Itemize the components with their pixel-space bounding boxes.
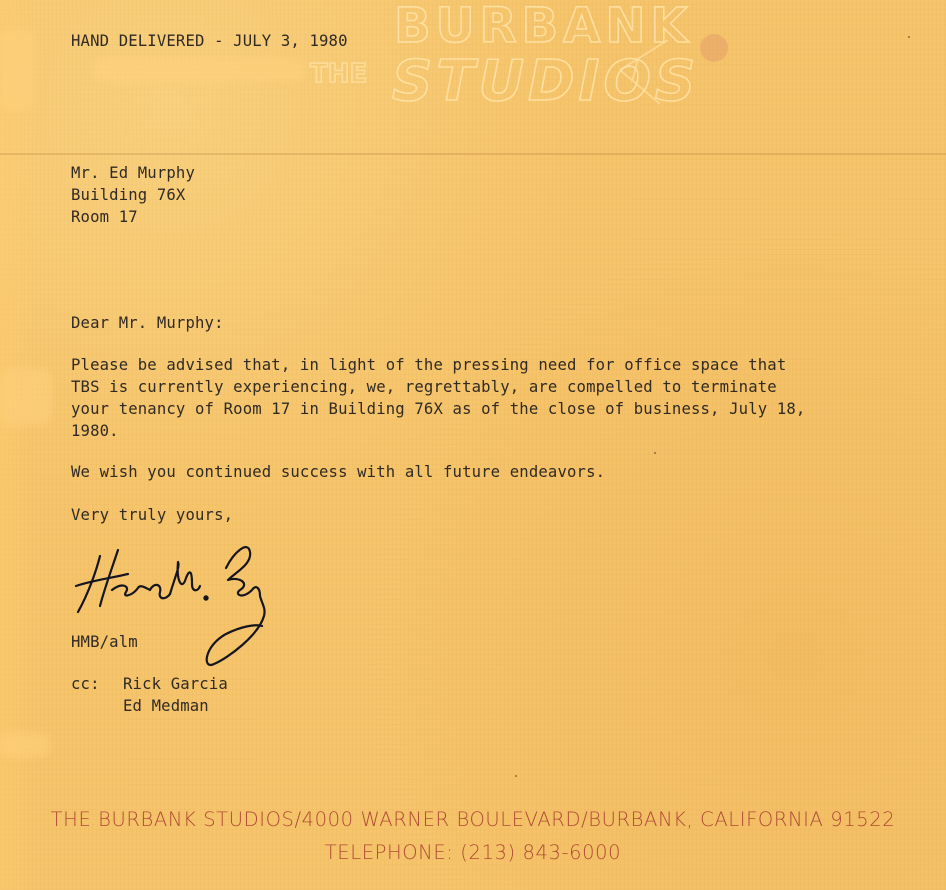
signature-stroke <box>76 574 128 586</box>
body-paragraph-2: We wish you continued success with all future endeavors. <box>71 463 606 481</box>
body-paragraph-1-line: your tenancy of Room 17 in Building 76X as of the close of business, July 18, <box>71 400 806 418</box>
recipient-room: Room 17 <box>71 208 138 226</box>
cc-name: Ed Medman <box>123 697 209 715</box>
body-paragraph-1-line: Please be advised that, in light of the pressing need for office space that <box>71 356 787 374</box>
closing: Very truly yours, <box>71 506 234 524</box>
salutation: Dear Mr. Murphy: <box>71 314 224 332</box>
paper-smudge <box>92 58 306 82</box>
paper-smudge <box>0 30 36 110</box>
logo-word-burbank: BURBANK <box>394 0 693 54</box>
body-paragraph-1-line: TBS is currently experiencing, we, regrettably, are compelled to terminate <box>71 378 777 396</box>
footer-address: THE BURBANK STUDIOS/4000 WARNER BOULEVARD/BURBANK, CALIFORNIA 91522 <box>50 808 896 831</box>
embossed-letterhead-logo <box>308 0 728 110</box>
delivery-line: HAND DELIVERED - JULY 3, 1980 <box>71 32 348 50</box>
signature-stroke <box>204 596 207 599</box>
paper-speck <box>515 775 517 777</box>
signature-stroke <box>170 562 200 594</box>
recipient-name: Mr. Ed Murphy <box>71 164 195 182</box>
signature-stroke <box>207 547 265 665</box>
typist-initials: HMB/alm <box>71 633 138 651</box>
paper-fold-line <box>0 153 946 155</box>
paper-smudge <box>0 368 52 426</box>
handwritten-signature <box>66 528 286 678</box>
cc-name: Rick Garcia <box>123 675 228 693</box>
logo-word-the: THE <box>310 59 368 89</box>
paper-smudge <box>0 732 50 758</box>
footer-telephone: TELEPHONE: (213) 843-6000 <box>324 841 622 864</box>
signature-stroke <box>112 585 170 598</box>
paper-speck <box>654 452 656 454</box>
logo-dot <box>700 34 728 62</box>
body-paragraph-1-line: 1980. <box>71 422 119 440</box>
recipient-building: Building 76X <box>71 186 186 204</box>
logo-word-studios: STUDIOS <box>392 49 700 110</box>
cc-label: cc: <box>71 675 100 693</box>
paper-speck <box>908 36 910 38</box>
